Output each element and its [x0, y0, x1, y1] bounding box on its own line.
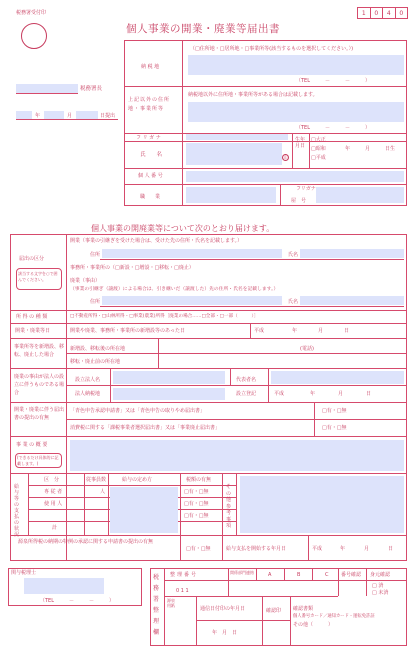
gensen-text: 源泉所得税の納期の特例の承認に関する申請書の提出の有無	[18, 539, 154, 545]
col-zeigaku: 税額の有無	[186, 477, 212, 483]
form-no-digit: 4	[383, 8, 396, 18]
shorui-label: 確認書類	[293, 606, 314, 612]
haigyo-note: （事業の引継ぎ（譲渡）による場合は、引き継いだ（譲渡した）先の住所・氏名を記載します。）	[70, 287, 279, 292]
mizumi-check[interactable]: □ 未済	[372, 590, 389, 596]
lead-sentence: 個人事業の開廃業等について次のとおり届けます。	[91, 224, 275, 233]
kyuyo-label: 給与等の支払の状況	[14, 484, 20, 538]
kyuyo-row-kei: 計	[52, 525, 58, 531]
yago-label: 屋 号	[291, 198, 307, 204]
shinsetsu-tel: (電話)	[300, 346, 314, 352]
haigyo-jusho: 住所	[90, 299, 101, 305]
kojin-label: 個 人 番 号	[138, 173, 163, 179]
kubun-note: 該当する文字を○で囲んでください。	[18, 271, 58, 282]
setsuritsu-m: 月	[338, 391, 344, 397]
kyuyo-row-blank-t[interactable]: □有・□無	[184, 513, 209, 519]
jusho-field[interactable]	[188, 102, 404, 122]
tax-office-label: 税務署長	[80, 86, 103, 92]
birth-month: 月	[365, 146, 371, 152]
setsuritsu-label: 設立登記	[236, 391, 257, 397]
nozeichi-field[interactable]	[188, 55, 404, 75]
kaigyo-jusho-field[interactable]	[102, 249, 282, 258]
setsuritsu-heisei: 平成	[274, 391, 285, 397]
era-showa: □昭和	[311, 146, 326, 152]
kyuyo-row-senju: 専 従 者	[44, 489, 63, 495]
shinsetsu-text: 新増設、移転後の所在地	[70, 346, 126, 352]
kyuyo-start-label: 給与支払を開始する年月日	[226, 546, 287, 552]
shorui-sonota: その他（ ）	[293, 622, 334, 628]
col-b: B	[297, 572, 301, 578]
form-no-digit: 1	[358, 8, 371, 18]
col-a: A	[268, 572, 272, 578]
jimusho-opts: 事務所・事業所の（□新設・□増設・□移転・□廃止）	[70, 265, 194, 271]
shohi-text: 消費税に関する「課税事業者選択届出書」又は「事業廃止届出書」	[70, 425, 221, 431]
kyuyo-fields[interactable]	[110, 487, 178, 533]
kaigyobi-text: 開業や廃業、事務所・事業所の新増設等のあった日	[70, 328, 185, 334]
hojin-name-label: 設立法人名	[75, 377, 101, 383]
col-c: C	[325, 572, 329, 578]
daihyo-label: 代表者名	[236, 377, 257, 383]
gaiyo-note: (できるだけ具体的に記載します。)	[17, 455, 59, 466]
gensen-ari-nashi[interactable]: □有・□無	[186, 546, 211, 552]
kakunin-label: 確認印	[266, 608, 282, 614]
form-title: 個人事業の開業・廃業等届出書	[126, 23, 280, 35]
submit-month-label: 月	[67, 113, 73, 119]
birth-day: 日生	[385, 146, 396, 152]
gaiyo-label: 事 業 の 概 要	[16, 442, 48, 448]
side-char: 署	[153, 596, 160, 603]
shinsetsu-label: 事業所等を新増設、移転、廃止した場合	[14, 344, 65, 358]
kaigyobi-d: 日	[344, 328, 350, 334]
mode-char: 源	[167, 598, 171, 603]
submit-day-field[interactable]	[76, 111, 98, 119]
tsushin-label: 通信日付印の年月日	[200, 606, 246, 612]
mode-char: 紙	[171, 603, 175, 608]
shokugyo-label: 職 業	[140, 194, 161, 200]
kaigyobi-y: 年	[292, 328, 298, 334]
kyuyo-row-shiyo: 使 用 人	[44, 501, 63, 507]
ao-label: 開業・廃業に伴う届出書の提出の有無	[14, 407, 65, 421]
side-label	[153, 572, 161, 638]
zeirishi-field[interactable]	[24, 578, 104, 594]
form-no-digit: 0	[371, 8, 384, 18]
stamp-circle	[21, 23, 47, 49]
stamp-label: 税務署受付印	[16, 10, 47, 16]
submit-day-label: 日提出	[100, 113, 116, 119]
kubun-label: 届出の区分	[19, 256, 45, 262]
tax-office-field[interactable]	[16, 84, 78, 93]
mode-label	[167, 598, 175, 608]
furigana-field[interactable]	[186, 134, 288, 140]
jusho-note: 納税地以外に住所地・事業所等がある場合は記載します。	[188, 92, 318, 98]
birth-label: 生年月日	[295, 137, 306, 149]
side-char: 税	[153, 574, 160, 581]
kyuyo-start-d: 日	[388, 546, 394, 552]
side-char: 整	[153, 607, 160, 614]
shohi-ari-nashi[interactable]: □有・□無	[322, 425, 347, 431]
submit-month-field[interactable]	[44, 111, 64, 119]
jusho-label: 上記以外の住所地・事業所等	[128, 97, 171, 112]
sonota-field[interactable]	[240, 476, 404, 533]
kyuyo-start-m: 月	[364, 546, 370, 552]
shokugyo-field[interactable]	[186, 187, 276, 203]
form-no-digit: 0	[399, 10, 404, 17]
era-taisho: □大正	[311, 137, 326, 143]
shimei-label: 氏 名	[140, 152, 163, 158]
nozeichi-tel: （TEL － － ）	[296, 78, 371, 84]
ao-text: 「青色申告承認申請書」又は「青色申告の取りやめ届出書」	[70, 408, 206, 414]
kaigyo-jusho: 住所	[90, 252, 101, 258]
hojin-chi-label: 法人納税地	[75, 391, 101, 397]
kyuyo-start-heisei: 平成	[312, 546, 323, 552]
kaigyo-text: 開業（事業の引継ぎを受けた場合は、受けた先の住所・氏名を記載します。）	[70, 238, 243, 244]
shimei-field[interactable]	[186, 143, 282, 165]
mode-char: 用	[167, 603, 171, 608]
submit-year-label: 年	[35, 113, 41, 119]
bango-label: 番号確認	[341, 572, 362, 578]
birth-year: 年	[345, 146, 351, 152]
seal-mark: 印	[283, 155, 288, 160]
hojin-chi-field[interactable]	[113, 388, 225, 400]
setsuritsu-y: 年	[310, 391, 316, 397]
seiri-label: 整理番号	[170, 572, 199, 578]
era-heisei: □平成	[311, 155, 326, 161]
kaigyobi-heisei: 平成	[254, 328, 265, 334]
iten-text: 移転・廃止前の所在地	[70, 359, 121, 365]
setsuritsu-d: 日	[366, 391, 372, 397]
haigyo-text: 廃業（事由）	[70, 278, 101, 284]
col-juji: 従事員数	[86, 477, 107, 483]
haigyo-jusho-field[interactable]	[102, 296, 282, 305]
yago-field[interactable]	[316, 187, 404, 203]
kanyo-label: 関係部門連絡	[230, 570, 254, 575]
zeirishi-tel: （TEL － － ）	[40, 598, 115, 604]
kyuyo-row-senju-n: 人	[100, 489, 106, 495]
kyuyo-start-y: 年	[340, 546, 346, 552]
side-char: 欄	[153, 629, 160, 636]
form-number-box	[357, 7, 408, 19]
kyuyo-row-shiyo-t[interactable]: □有・□無	[184, 501, 209, 507]
hojin-name-field[interactable]	[113, 371, 225, 384]
side-char: 務	[153, 585, 160, 592]
shotoku-opts: □不動産所得・□山林所得・□事業(農業)所得［廃業の場合……□全部・□一部（ ）］	[70, 314, 259, 319]
sonota-label: その他参考事項	[226, 484, 232, 529]
side-char: 理	[153, 618, 160, 625]
hojin-label: 廃業の事由が法人の設立に伴うものである場合	[14, 374, 65, 396]
nenkin-label: 0 1 1	[176, 588, 189, 594]
ao-ari-nashi[interactable]: □有・□無	[322, 408, 347, 414]
nozeichi-label: 納 税 地	[141, 64, 160, 70]
col-kubun: 区 分	[44, 477, 60, 483]
zumi-check[interactable]: □ 済	[372, 583, 384, 589]
yago-furigana-label: フリガナ	[296, 186, 316, 192]
mimoto-label: 身元確認	[370, 572, 391, 578]
shotoku-label: 所 得 の 種 類	[16, 314, 48, 320]
haigyo-shimei: 氏名	[288, 299, 299, 305]
kaigyobi-label: 開業・廃業等日	[15, 328, 51, 334]
kyuyo-row-senju-t[interactable]: □有・□無	[184, 489, 209, 495]
kaigyo-shimei-field[interactable]	[300, 249, 404, 258]
gaiyo-field[interactable]	[70, 440, 404, 471]
haigyo-shimei-field[interactable]	[300, 296, 404, 305]
tsushin-ymd: 年 月 日	[212, 630, 238, 636]
furigana-label: フ リ ガ ナ	[136, 135, 161, 141]
mode-char: 泉	[171, 598, 175, 603]
kojin-field[interactable]	[186, 171, 404, 182]
nozeichi-options: （□住所地・□居所地・□事業所等(該当するものを選択してください。）)	[190, 46, 354, 52]
kaigyo-shimei: 氏名	[288, 252, 299, 258]
zeirishi-label: 関与税理士	[11, 570, 37, 576]
submit-year-field[interactable]	[16, 111, 32, 119]
shorui-2: 個人番号カード／通知カード・運転免許証	[293, 614, 375, 619]
kaigyobi-m: 月	[318, 328, 324, 334]
col-kyuyo: 給与の定め方	[122, 477, 153, 483]
jusho-tel: （TEL － － ）	[296, 125, 371, 131]
daihyo-field[interactable]	[271, 371, 404, 384]
